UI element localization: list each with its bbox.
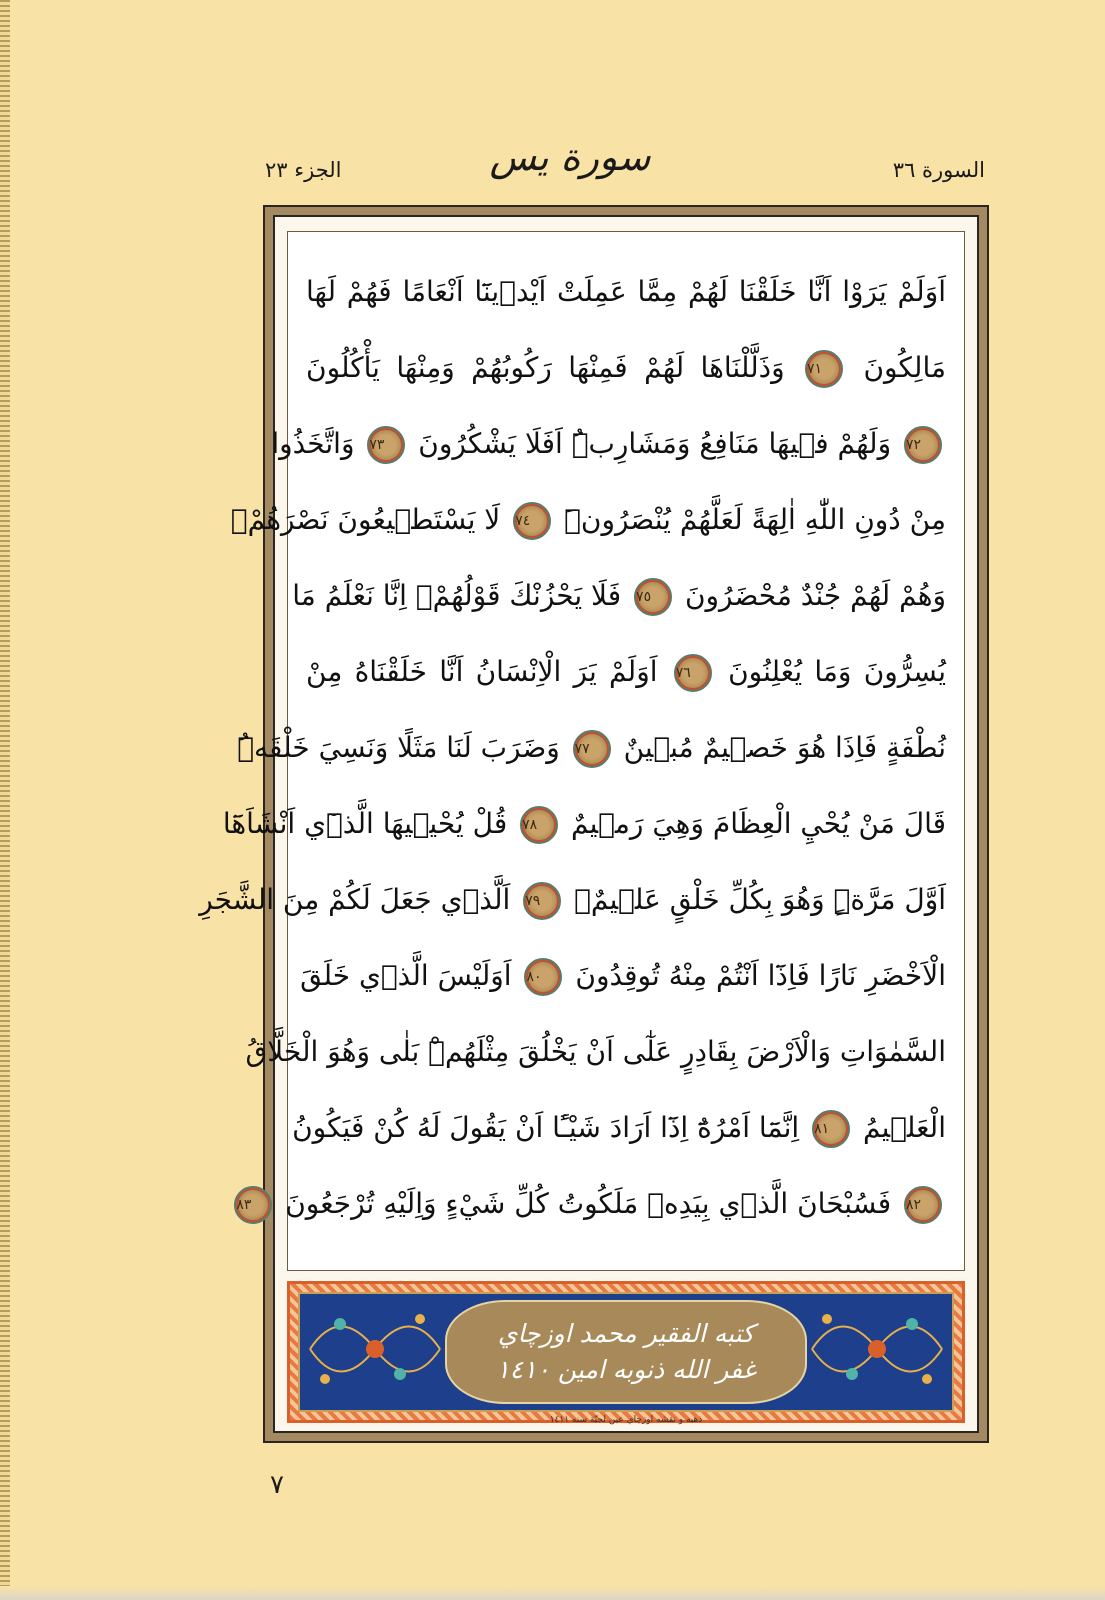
surah-number-label: السورة ٣٦ (892, 158, 985, 182)
page-frame (199, 205, 989, 1443)
verse-text: اَوَلَمْ يَرَوْا اَنَّا خَلَقْنَا لَهُمْ مِمَّا عَمِلَتْ اَيْد۪ينَٓا اَنْعَامًا فَهُمْ لَهَا (306, 275, 946, 308)
ayah-marker-icon: ٨٠ (524, 958, 562, 996)
ayah-marker-icon: ٧٣ (367, 426, 405, 464)
ayah-marker-icon: ٧٦ (674, 654, 712, 692)
ayah-marker-icon: ٧٤ (513, 502, 551, 540)
verse-text: وَهُمْ لَهُمْ جُنْدٌ مُحْضَرُونَ (684, 579, 946, 612)
verse-text: قُلْ يُحْي۪يهَا الَّذ۪ٓي اَنْشَاَهَٓا (222, 807, 508, 840)
verse-text: وَضَرَبَ لَنَا مَثَلًا وَنَسِيَ خَلْقَهُۜ (237, 731, 560, 764)
verse-text: اَوَلَمْ يَرَ الْاِنْسَانُ اَنَّا خَلَقْنَاهُ مِنْ (306, 655, 658, 688)
verse-line-2 (306, 332, 946, 404)
verse-text: السَّمٰوَاتِ وَالْاَرْضَ بِقَادِرٍ عَلٰٓى اَنْ يَخْلُقَ مِثْلَهُمْۜ بَلٰى وَهُوَ الْخَلَّاقُ (245, 1035, 946, 1068)
verse-text: اَلَّذ۪ي جَعَلَ لَكُمْ مِنَ الشَّجَرِ (199, 883, 511, 916)
juz-label: الجزء ٢٣ (265, 158, 342, 182)
page-number: ٧ (270, 1470, 284, 1500)
page-edge (0, 0, 10, 1600)
ayah-marker-icon: ٧٧ (573, 730, 611, 768)
ayah-marker-icon: ٧٥ (634, 578, 672, 616)
verse-line-3 (271, 408, 946, 480)
ayah-marker-icon: ٧٨ (520, 806, 558, 844)
verse-line-6 (306, 636, 946, 708)
verse-line-12 (292, 1092, 946, 1164)
verse-text: مَالِكُونَ (863, 351, 946, 384)
verse-text: يُسِرُّونَ وَمَا يُعْلِنُونَ (728, 655, 947, 688)
ayah-marker-icon: ٨٢ (904, 1186, 942, 1224)
verse-line-10 (300, 940, 946, 1012)
verse-text: لَا يَسْتَط۪يعُونَ نَصْرَهُمْۙ (230, 503, 501, 536)
verse-line-9 (199, 864, 946, 936)
engraver-note: ذهبه و نقشه اوزچاي عين لجبّة سنه ١٤١١ (549, 1415, 703, 1425)
verse-text: مِنْ دُونِ اللّٰهِ اٰلِهَةً لَعَلَّهُمْ يُنْصَرُونَۜ (564, 503, 946, 536)
verse-text: فَلَا يَحْزُنْكَ قَوْلُهُمْۢ اِنَّا نَعْلَمُ مَا (292, 579, 622, 612)
ayah-marker-icon: ٨٣ (234, 1186, 272, 1224)
verse-text: فَسُبْحَانَ الَّذ۪ي بِيَدِه۪ مَلَكُوتُ كُلِّ شَيْءٍ وَاِلَيْهِ تُرْجَعُونَ (285, 1187, 892, 1220)
verse-line-13 (236, 1168, 946, 1240)
verse-line-7 (237, 712, 946, 784)
verse-text: اَوَّلَ مَرَّةٍۜ وَهُوَ بِكُلِّ خَلْقٍ عَل۪يمٌۙ (574, 883, 946, 916)
verse-text: الْعَل۪يمُ (863, 1111, 946, 1144)
verse-line-11 (245, 1016, 946, 1088)
verse-text: قَالَ مَنْ يُحْيِ الْعِظَامَ وَهِيَ رَم۪يمٌ (571, 807, 946, 840)
illumination-inner (298, 1292, 954, 1412)
page-bottom-edge (0, 1586, 1105, 1600)
verse-text: وَلَهُمْ ف۪يهَا مَنَافِعُ وَمَشَارِبُۜ اَفَلَا يَشْكُرُونَ (418, 427, 892, 460)
illumination-panel (287, 1281, 965, 1423)
ayah-marker-icon: ٧١ (805, 350, 843, 388)
colophon-cartouche (445, 1300, 807, 1404)
floral-ornament-icon (300, 1294, 450, 1404)
verse-text: نُطْفَةٍ فَاِذَا هُوَ خَص۪يمٌ مُب۪ينٌ (623, 731, 946, 764)
verse-text: الْاَخْضَرِ نَارًا فَاِذَٓا اَنْتُمْ مِنْهُ تُوقِدُونَ (575, 959, 946, 992)
verse-text: اَوَلَيْسَ الَّذ۪ي خَلَقَ (300, 959, 512, 992)
verse-text: وَذَلَّلْنَاهَا لَهُمْ فَمِنْهَا رَكُوبُهُمْ وَمِنْهَا يَأْكُلُونَ (306, 351, 785, 384)
colophon-line-2: غفر الله ذنوبه امين ١٤١٠ (496, 1355, 756, 1384)
verse-line-8 (222, 788, 946, 860)
ayah-marker-icon: ٨١ (812, 1110, 850, 1148)
verse-line-4 (230, 484, 946, 556)
verse-text: اِنَّمَٓا اَمْرُهُٓ اِذَٓا اَرَادَ شَيْـًٔا اَنْ يَقُولَ لَهُ كُنْ فَيَكُونُ (292, 1111, 800, 1144)
surah-title: سورة يس (489, 135, 651, 179)
ayah-marker-icon: ٧٢ (904, 426, 942, 464)
text-panel (199, 231, 965, 1271)
verse-line-5 (292, 560, 946, 632)
verse-text: وَاتَّخَذُوا (271, 427, 355, 460)
floral-ornament-icon (802, 1294, 952, 1404)
colophon-line-1: كتبه الفقير محمد اوزچاي (497, 1319, 755, 1348)
ayah-marker-icon: ٧٩ (523, 882, 561, 920)
frame-inner (199, 215, 979, 1433)
verse-line-1 (306, 256, 946, 328)
